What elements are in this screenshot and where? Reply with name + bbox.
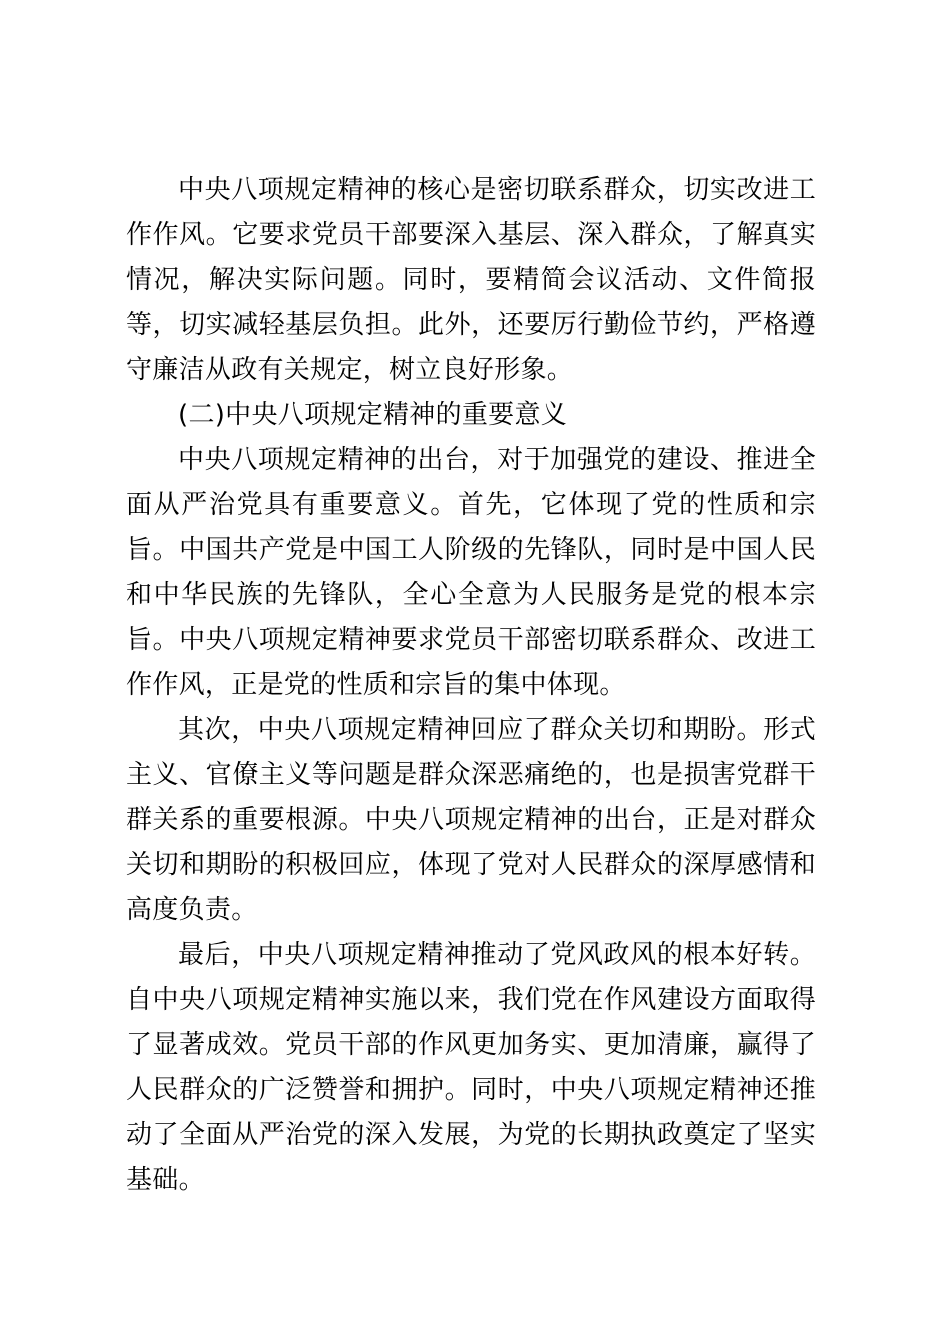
paragraph-significance-last: 最后，中央八项规定精神推动了党风政风的根本好转。自中央八项规定精神实施以来，我们党在作风建设方面取得了显著成效。党员干部的作风更加务实、更加清廉，赢得了人民群众的广泛赞誉和拥护。同时，中央八项规定精神还推动了全面从严治党的深入发展，为党的长期执政奠定了坚实基础。: [126, 940, 816, 1195]
paragraph-significance-second: 其次，中央八项规定精神回应了群众关切和期盼。形式主义、官僚主义等问题是群众深恶痛绝的，也是损害党群干群关系的重要根源。中央八项规定精神的出台，正是对群众关切和期盼的积极回应，体现了党对人民群众的深厚感情和高度负责。: [126, 715, 816, 925]
section-heading-significance: (二)中央八项规定精神的重要意义: [178, 400, 568, 430]
document-body: [126, 168, 816, 1203]
paragraph-significance-first: 中央八项规定精神的出台，对于加强党的建设、推进全面从严治党具有重要意义。首先，它体现了党的性质和宗旨。中国共产党是中国工人阶级的先锋队，同时是中国人民和中华民族的先锋队，全心全意为人民服务是党的根本宗旨。中央八项规定精神要求党员干部密切联系群众、改进工作作风，正是党的性质和宗旨的集中体现。: [126, 445, 816, 700]
paragraph-core-spirit: 中央八项规定精神的核心是密切联系群众，切实改进工作作风。它要求党员干部要深入基层、深入群众，了解真实情况，解决实际问题。同时，要精简会议活动、文件简报等，切实减轻基层负担。此外，还要厉行勤俭节约，严格遵守廉洁从政有关规定，树立良好形象。: [126, 175, 816, 385]
